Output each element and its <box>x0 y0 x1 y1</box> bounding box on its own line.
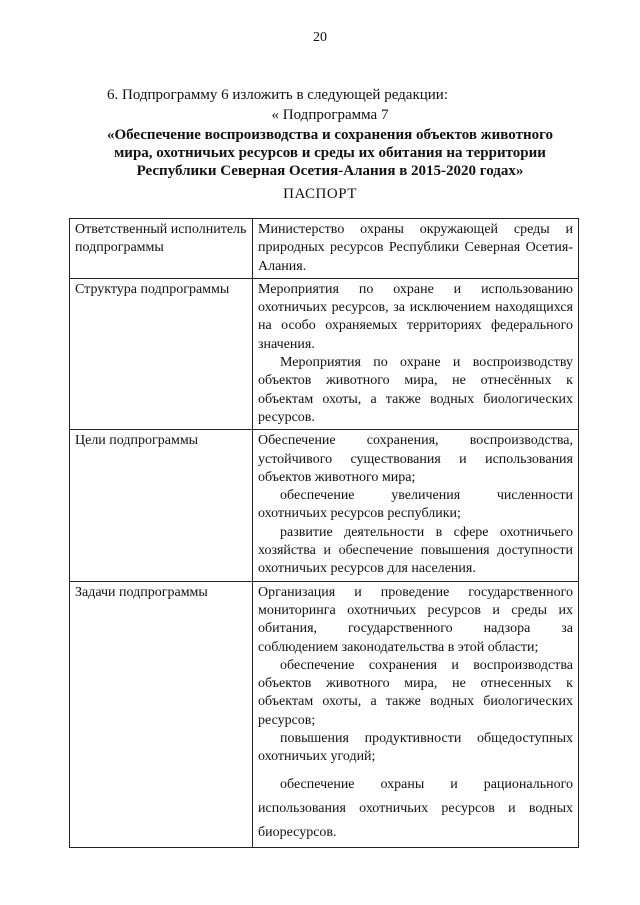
table-row <box>70 581 579 847</box>
row-label: Структура подпрограммы <box>70 278 253 429</box>
page-number: 20 <box>313 30 327 45</box>
passport-table <box>69 218 579 848</box>
paragraph: Мероприятия по охране и использованию охотничьих ресурсов, за исключением находящихся на особо охраняемых территориях федерального значения. <box>258 281 573 352</box>
paragraph: обеспечение сохранения и воспроизводства объектов животного мира, не отнесенных к объектам охоты, а также водных биологических ресурсов; <box>258 657 573 728</box>
title-line: «Обеспечение воспроизводства и сохранения объектов животного <box>106 127 554 143</box>
row-value <box>253 278 579 429</box>
paragraph: Министерство охраны окружающей среды и природных ресурсов Республики Северная Осетия-Алания. <box>258 222 573 274</box>
row-label: Задачи подпрограммы <box>70 581 253 847</box>
title-line: мира, охотничьих ресурсов и среды их обитания на территории <box>114 145 546 161</box>
amendment-intro: 6. Подпрограмму 6 изложить в следующей редакции: <box>107 87 449 103</box>
passport-heading: ПАСПОРТ <box>283 186 357 202</box>
table-row <box>70 219 579 279</box>
title-line: Республики Северная Осетия-Алания в 2015-2020 годах» <box>136 163 524 179</box>
paragraph: Обеспечение сохранения, воспроизводства, устойчивого существования и использования объектов животного мира; <box>258 433 573 485</box>
table-row <box>70 430 579 581</box>
paragraph: Мероприятия по охране и воспроизводству объектов животного мира, не отнесённых к объектам охоты, а также водных биологических ресурсов. <box>258 355 573 425</box>
subprogram-title <box>80 126 580 180</box>
paragraph: развитие деятельности в сфере охотничьего хозяйства и обеспечение повышения доступности охотничьих ресурсов для населения. <box>258 524 573 577</box>
paragraph: обеспечение увеличения численности охотничьих ресурсов республики; <box>258 488 573 522</box>
table-row <box>70 278 579 429</box>
paragraph: обеспечение охраны и рационального использования охотничьих ресурсов и водных биоресурсов. <box>258 776 573 840</box>
row-value <box>253 430 579 581</box>
subprogram-subtitle: « Подпрограмма 7 <box>271 107 389 123</box>
row-label: Ответственный исполнитель подпрограммы <box>70 219 253 279</box>
paragraph: Организация и проведение государственного мониторинга охотничьих ресурсов и среды их обитания, государственного надзора за соблюдением законодательства в этой области; <box>258 584 573 655</box>
row-value <box>253 219 579 279</box>
paragraph: повышения продуктивности общедоступных охотничьих угодий; <box>258 731 573 765</box>
row-value <box>253 581 579 847</box>
row-label: Цели подпрограммы <box>70 430 253 581</box>
